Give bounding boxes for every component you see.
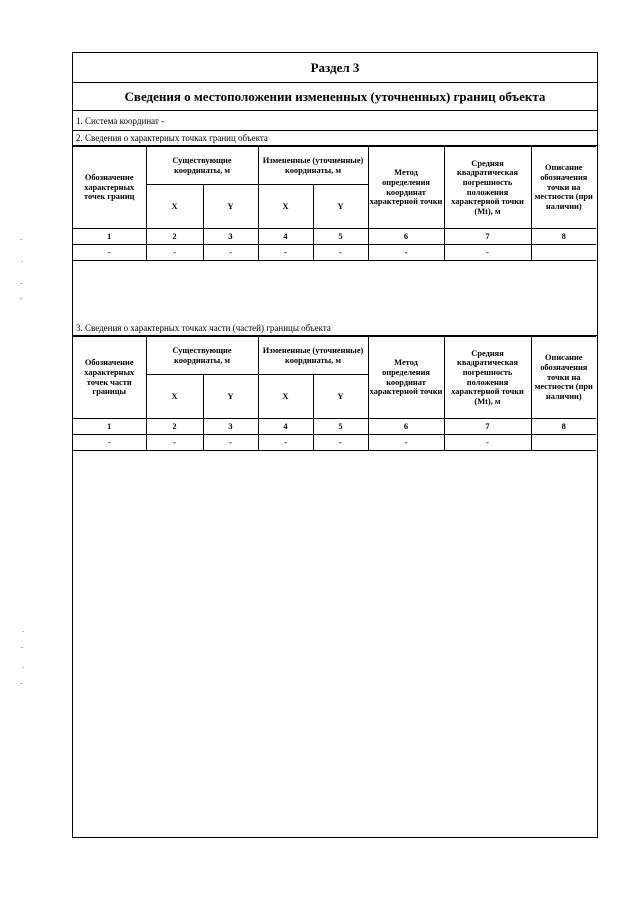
col-y-existing: Y (203, 185, 258, 229)
table-cell: - (368, 245, 444, 261)
col-existing-coords: Существующие координаты, м (146, 337, 258, 375)
table1-caption: 2. Сведения о характерных точках границ объекта (73, 131, 597, 146)
col-changed-coords: Измененные (уточненные) координаты, м (258, 337, 368, 375)
table-cell: - (73, 435, 146, 451)
scan-speck: · (22, 664, 25, 672)
col-method: Метод определения координат характерной точки (368, 147, 444, 229)
col-number: 2 (146, 419, 203, 435)
col-error: Средняя квадратическая погрешность положения характерной точки (Mt), м (444, 337, 531, 419)
col-method: Метод определения координат характерной точки (368, 337, 444, 419)
table-cell: - (313, 435, 368, 451)
col-number: 1 (73, 419, 146, 435)
table-cell: - (258, 435, 313, 451)
table-cell (531, 245, 596, 261)
table-cell: - (73, 245, 146, 261)
col-x-existing: X (146, 185, 203, 229)
col-number: 8 (531, 229, 596, 245)
table-cell: - (258, 245, 313, 261)
scan-speck: · (22, 628, 25, 636)
col-changed-coords: Измененные (уточненные) координаты, м (258, 147, 368, 185)
table2-caption: 3. Сведения о характерных точках части (частей) границы объекта (73, 320, 597, 336)
table-cell: - (203, 245, 258, 261)
boundary-points-table (73, 146, 596, 261)
table-cell: - (444, 435, 531, 451)
scan-speck: ˉ (20, 282, 23, 290)
col-number: 5 (313, 419, 368, 435)
scan-speck: · (21, 258, 24, 266)
col-number: 6 (368, 419, 444, 435)
form-frame (72, 52, 598, 838)
col-number: 8 (531, 419, 596, 435)
table-cell: - (146, 435, 203, 451)
col-number: 4 (258, 419, 313, 435)
col-x-existing: X (146, 375, 203, 419)
table-cell: - (368, 435, 444, 451)
col-description: Описание обозначения точки на местности (при наличии) (531, 337, 596, 419)
col-number: 2 (146, 229, 203, 245)
col-number: 3 (203, 419, 258, 435)
table-cell: - (444, 245, 531, 261)
col-x-changed: X (258, 185, 313, 229)
col-error: Средняя квадратическая погрешность положения характерной точки (Mt), м (444, 147, 531, 229)
col-designation: Обозначение характерных точек части границы (73, 337, 146, 419)
col-y-existing: Y (203, 375, 258, 419)
main-title: Сведения о местоположении измененных (уточненных) границ объекта (73, 83, 597, 111)
col-y-changed: Y (313, 375, 368, 419)
scan-speck: ˉ (20, 682, 23, 690)
col-number: 1 (73, 229, 146, 245)
table-row (73, 245, 596, 261)
col-number: 5 (313, 229, 368, 245)
col-number: 6 (368, 229, 444, 245)
table-cell (531, 435, 596, 451)
col-x-changed: X (258, 375, 313, 419)
col-number: 3 (203, 229, 258, 245)
col-designation: Обозначение характерных точек границ (73, 147, 146, 229)
scan-speck: ˉ (20, 297, 23, 305)
table-cell: - (203, 435, 258, 451)
col-number: 7 (444, 229, 531, 245)
scan-speck: ˉ (20, 238, 23, 246)
col-existing-coords: Существующие координаты, м (146, 147, 258, 185)
section-title: Раздел 3 (73, 53, 597, 83)
table-row (73, 435, 596, 451)
col-number: 4 (258, 229, 313, 245)
table-cell: - (313, 245, 368, 261)
table-cell: - (146, 245, 203, 261)
part-boundary-points-table (73, 336, 596, 451)
scan-speck: ˉ (21, 646, 24, 654)
col-number: 7 (444, 419, 531, 435)
col-description: Описание обозначения точки на местности (при наличии) (531, 147, 596, 229)
coordinate-system-line: 1. Система координат - (73, 111, 597, 131)
col-y-changed: Y (313, 185, 368, 229)
